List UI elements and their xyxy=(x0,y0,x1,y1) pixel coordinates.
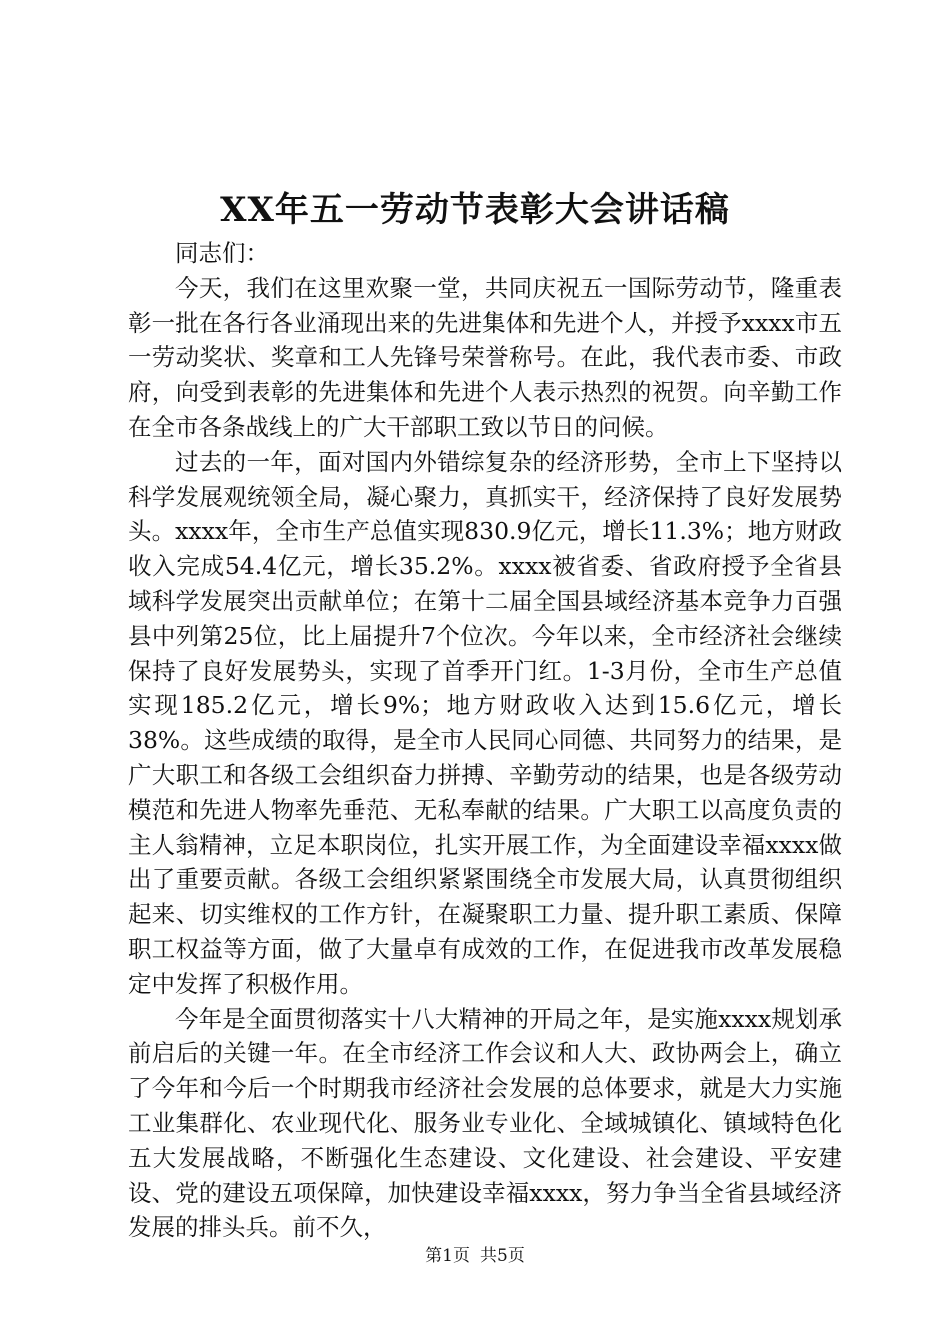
page-total: 共5页 xyxy=(480,1246,525,1266)
page-number: 第1页 xyxy=(425,1246,470,1266)
page-footer xyxy=(0,1244,950,1268)
document-title: XX年五一劳动节表彰大会讲话稿 xyxy=(220,190,730,230)
paragraph-1: 今天，我们在这里欢聚一堂，共同庆祝五一国际劳动节，隆重表彰一批在各行各业涌现出来的先进集体和先进个人，并授予xxxx市五一劳动奖状、奖章和工人先锋号荣誉称号。在此，我代表市委、市政府，向受到表彰的先进集体和先进个人表示热烈的祝贺。向辛勤工作在全市各条战线上的广大干部职工致以节日的问候。 xyxy=(128,273,842,441)
paragraph-2: 过去的一年，面对国内外错综复杂的经济形势，全市上下坚持以科学发展观统领全局，凝心聚力，真抓实干，经济保持了良好发展势头。xxxx年，全市生产总值实现830.9亿元，增长11.3%；地方财政收入完成54.4亿元，增长35.2%。xxxx被省委、省政府授予全省县域科学发展突出贡献单位；在第十二届全国县域经济基本竞争力百强县中列第25位，比上届提升7个位次。今年以来，全市经济社会继续保持了良好发展势头，实现了首季开门红。1-3月份，全市生产总值实现185.2亿元，增长9%；地方财政收入达到15.6亿元，增长38%。这些成绩的取得，是全市人民同心同德、共同努力的结果，是广大职工和各级工会组织奋力拼搏、辛勤劳动的结果，也是各级劳动模范和先进人物率先垂范、无私奉献的结果。广大职工以高度负责的主人翁精神，立足本职岗位，扎实开展工作，为全面建设幸福xxxx做出了重要贡献。各级工会组织紧紧围绕全市发展大局，认真贯彻组织起来、切实维权的工作方针，在凝聚职工力量、提升职工素质、保障职工权益等方面，做了大量卓有成效的工作，在促进我市改革发展稳定中发挥了积极作用。 xyxy=(128,447,842,998)
salutation: 同志们： xyxy=(175,239,269,267)
document-body xyxy=(128,236,842,1245)
paragraph-3: 今年是全面贯彻落实十八大精神的开局之年，是实施xxxx规划承前启后的关键一年。在全市经济工作会议和人大、政协两会上，确立了今年和今后一个时期我市经济社会发展的总体要求，就是大力实施工业集群化、农业现代化、服务业专业化、全域城镇化、镇域特色化五大发展战略，不断强化生态建设、文化建设、社会建设、平安建设、党的建设五项保障，加快建设幸福xxxx，努力争当全省县域经济发展的排头兵。前不久， xyxy=(128,1004,842,1242)
